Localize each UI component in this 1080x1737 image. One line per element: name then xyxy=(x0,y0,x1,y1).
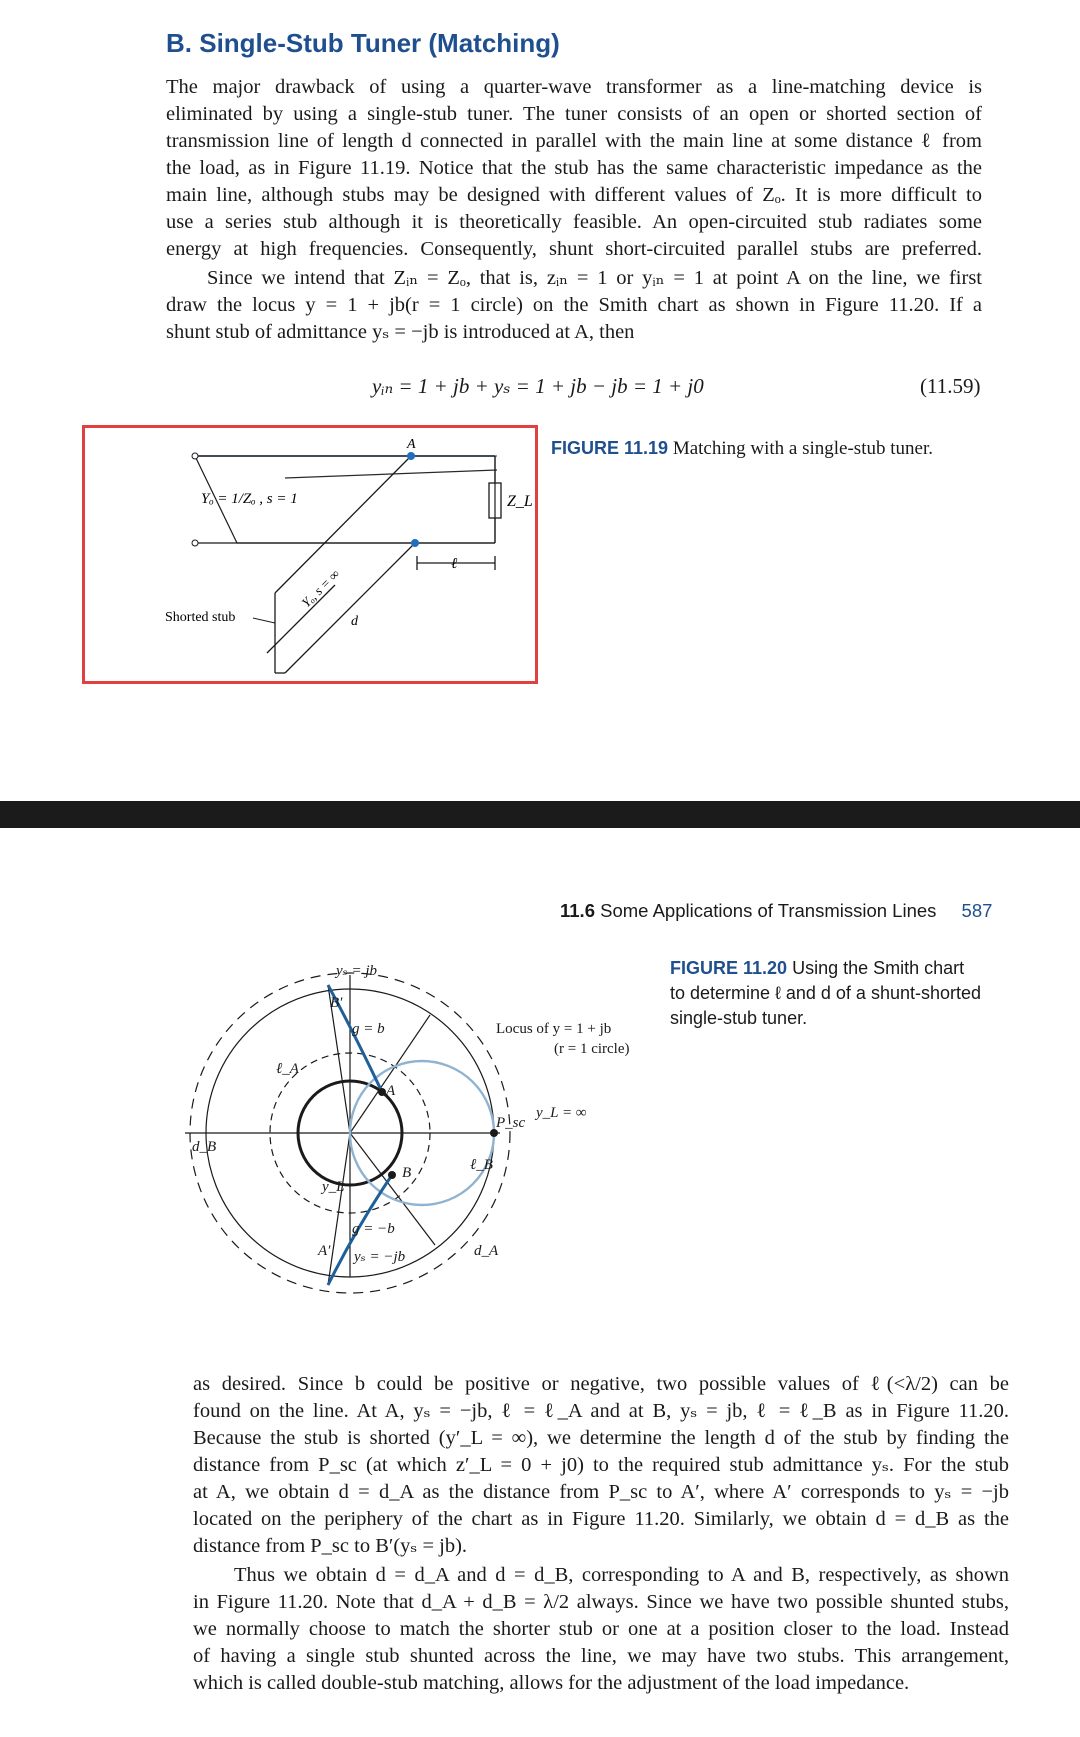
text-line: at A, we obtain d = d_A as the distance from P_sc to A′, where A′ corresponds to yₛ = −jb xyxy=(193,1481,1009,1503)
figure-11-19-caption xyxy=(551,438,933,460)
ell-label: ℓ xyxy=(451,556,458,572)
caption-line: single-stub tuner. xyxy=(670,1008,808,1028)
label-ys-positive: yₛ = jb xyxy=(336,963,378,979)
figure-11-20-smith-chart xyxy=(180,955,660,1295)
text-line: located on the periphery of the chart as in Figure 11.20. Similarly, we obtain d = d_B as the xyxy=(193,1508,1009,1530)
running-head xyxy=(560,900,992,922)
equation-11-59: yᵢₙ = 1 + jb + yₛ = 1 + jb − jb = 1 + j0 xyxy=(372,374,704,398)
label-g-negative: g = −b xyxy=(352,1221,395,1237)
label-yl: y_L xyxy=(322,1179,345,1195)
label-g-positive: g = b xyxy=(352,1021,385,1037)
section-title: Some Applications of Transmission Lines xyxy=(600,900,937,921)
stub-length-label: d xyxy=(351,614,358,629)
figure-label: FIGURE 11.20 xyxy=(670,958,788,978)
text-line: energy at high frequencies. Consequently, shunt short-circuited parallel stubs are preferred. xyxy=(166,238,982,260)
label-ell-b: ℓ_B xyxy=(470,1157,493,1173)
caption-line xyxy=(670,956,981,981)
point-a-label: A xyxy=(407,437,416,452)
text-line: distance from P_sc to B′(yₛ = jb). xyxy=(193,1535,468,1557)
label-d-a: d_A xyxy=(474,1243,499,1259)
text-line: of having a single stub shunted across the line, we may have two stubs. This arrangement, xyxy=(193,1645,1009,1667)
text-line: found on the line. At A, yₛ = −jb, ℓ = ℓ_A and at B, yₛ = jb, ℓ = ℓ_B as in Figure 11.20. xyxy=(193,1400,1009,1422)
page-divider xyxy=(0,801,1080,828)
label-a: A xyxy=(386,1083,396,1099)
label-yl-infinity: y_L = ∞ xyxy=(536,1105,587,1121)
paragraph-2 xyxy=(166,265,982,346)
text-line: we normally choose to match the shorter stub or one at a position closer to the load. Instead xyxy=(193,1618,1009,1640)
label-ys-negative: yₛ = −jb xyxy=(354,1249,406,1265)
label-locus: Locus of y = 1 + jb xyxy=(496,1021,612,1037)
page-number: 587 xyxy=(961,900,993,921)
figure-label: FIGURE 11.19 xyxy=(551,438,669,458)
figure-11-20-caption xyxy=(670,956,981,1031)
figure-11-19-diagram xyxy=(85,428,535,681)
shorted-stub-label: Shorted stub xyxy=(165,610,236,625)
caption-line: to determine ℓ and d of a shunt-shorted xyxy=(670,983,982,1003)
text-line: draw the locus y = 1 + jb(r = 1 circle) on the Smith chart as shown in Figure 11.20. If a xyxy=(166,294,982,316)
paragraph-4 xyxy=(193,1562,1009,1697)
text-line: eliminated by using a single-stub tuner. The tuner consists of an open or shorted section of xyxy=(166,103,982,125)
text-line: Thus we obtain d = d_A and d = d_B, corresponding to A and B, respectively, as shown xyxy=(234,1564,1009,1586)
label-bprime: B′ xyxy=(330,995,343,1011)
text-line: which is called double-stub matching, allows for the adjustment of the load impedance. xyxy=(193,1672,910,1694)
section-number: 11.6 xyxy=(560,900,595,921)
caption-text: Using the Smith chart xyxy=(792,958,965,978)
text-line: Because the stub is shorted (y′_L = ∞), we determine the length d of the stub by finding the xyxy=(193,1427,1009,1449)
text-line: Since we intend that Zᵢₙ = Zₒ, that is, zᵢₙ = 1 or yᵢₙ = 1 at point A on the line, we first xyxy=(207,267,982,289)
label-locus-sub: (r = 1 circle) xyxy=(554,1041,630,1057)
text-line: The major drawback of using a quarter-wave transformer as a line-matching device is xyxy=(166,76,982,98)
paragraph-3 xyxy=(193,1371,1009,1560)
equation-number: (11.59) xyxy=(920,374,981,398)
text-line: shunt stub of admittance yₛ = −jb is introduced at A, then xyxy=(166,321,635,343)
section-heading: B. Single-Stub Tuner (Matching) xyxy=(166,28,560,58)
paragraph-1 xyxy=(166,74,982,263)
text-line: in Figure 11.20. Note that d_A + d_B = λ/2 always. Since we have two possible shunted stubs, xyxy=(193,1591,1009,1613)
load-label: Z_L xyxy=(507,493,533,510)
text-line: transmission line of length d connected in parallel with the main line at some distance ℓ from xyxy=(166,130,982,152)
label-ell-a: ℓ_A xyxy=(276,1061,299,1077)
caption-text: Matching with a single-stub tuner. xyxy=(672,438,933,459)
text-line: as desired. Since b could be positive or negative, two possible values of ℓ(<λ/2) can be xyxy=(193,1373,1009,1395)
stub-admittance-label: Yₒ, s = ∞ xyxy=(298,566,343,611)
label-psc: P_sc xyxy=(496,1115,526,1131)
text-line: distance from P_sc (at which z′_L = 0 + j0) to the required stub admittance yₛ. For the stub xyxy=(193,1454,1009,1476)
line-admittance-label: Yₒ = 1/Zₒ , s = 1 xyxy=(201,491,298,507)
text-line: use a series stub although it is theoretically feasible. An open-circuited stub radiates some xyxy=(166,211,982,233)
text-line: main line, although stubs may be designed with different values of Zₒ. It is more difficult to xyxy=(166,184,982,206)
label-b: B xyxy=(402,1165,412,1181)
stub-line-upper xyxy=(275,456,411,593)
label-aprime: A′ xyxy=(318,1243,331,1259)
label-d-b: d_B xyxy=(192,1139,217,1155)
text-line: the load, as in Figure 11.19. Notice that the stub has the same characteristic impedance as the xyxy=(166,157,982,179)
